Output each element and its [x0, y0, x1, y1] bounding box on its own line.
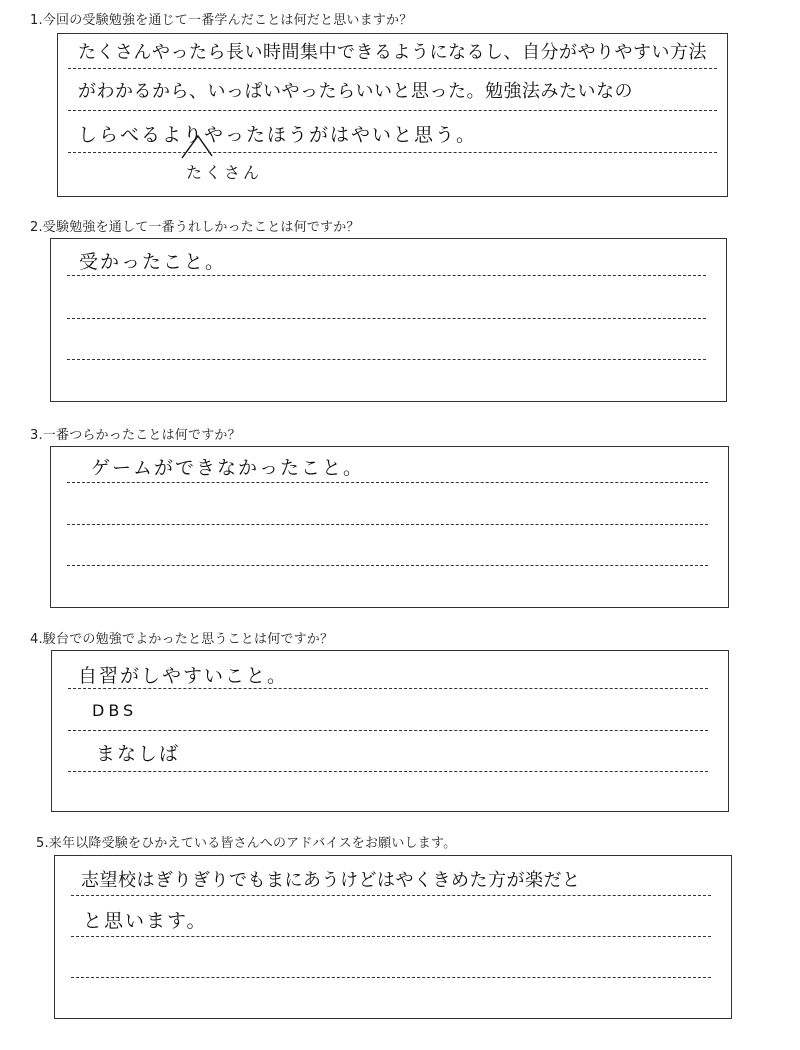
question-2-title: 2.受験勉強を通して一番うれしかったことは何ですか？ [30, 220, 360, 235]
dashed-line [67, 482, 708, 483]
dashed-line [68, 152, 717, 153]
answer-box-5 [54, 855, 732, 1019]
dashed-line [71, 977, 711, 978]
dashed-line [68, 68, 717, 69]
dashed-line [71, 936, 711, 937]
question-4-title: 4.駿台での勉強でよかったと思うことは何ですか？ [30, 632, 334, 647]
answer-2-line-1: 受かったこと。 [79, 251, 227, 273]
dashed-line [67, 565, 708, 566]
answer-5-line-2: と思います。 [83, 910, 208, 932]
answer-1-line-3: しらべるよりやったほうがはやいと思う。 [78, 124, 478, 146]
answer-1-line-1: たくさんやったら長い時間集中できるようになるし、自分がやりやすい方法 [78, 42, 707, 63]
dashed-line [68, 688, 708, 689]
answer-1-insertion: たくさん [186, 163, 263, 182]
dashed-line [67, 318, 706, 319]
dashed-line [68, 730, 708, 731]
answer-box-4 [51, 650, 729, 812]
answer-box-1 [57, 33, 728, 197]
answer-4-line-1: 自習がしやすいこと。 [78, 665, 289, 687]
answer-1-line-2: がわかるから、いっぱいやったらいいと思った。勉強法みたいなの [78, 81, 633, 102]
question-3-title: 3.一番つらかったことは何ですか？ [30, 428, 241, 443]
question-1-title: 1.今回の受験勉強を通じて一番学んだことは何だと思いますか？ [30, 13, 413, 28]
answer-3-line-1: ゲームができなかったこと。 [91, 457, 365, 479]
answer-4-line-2: DBS [92, 701, 138, 720]
insertion-caret-icon [178, 134, 218, 160]
dashed-line [67, 359, 706, 360]
dashed-line [68, 771, 708, 772]
dashed-line [67, 524, 708, 525]
answer-box-3 [50, 446, 729, 608]
answer-5-line-1: 志望校はぎりぎりでもまにあうけどはやくきめた方が楽だと [81, 870, 581, 891]
question-5-title: 5.来年以降受験をひかえている皆さんへのアドバイスをお願いします。 [36, 836, 457, 851]
answer-4-line-3: まなしば [96, 743, 181, 765]
dashed-line [68, 110, 717, 111]
answer-box-2 [50, 238, 727, 402]
dashed-line [71, 895, 711, 896]
dashed-line [67, 275, 706, 276]
